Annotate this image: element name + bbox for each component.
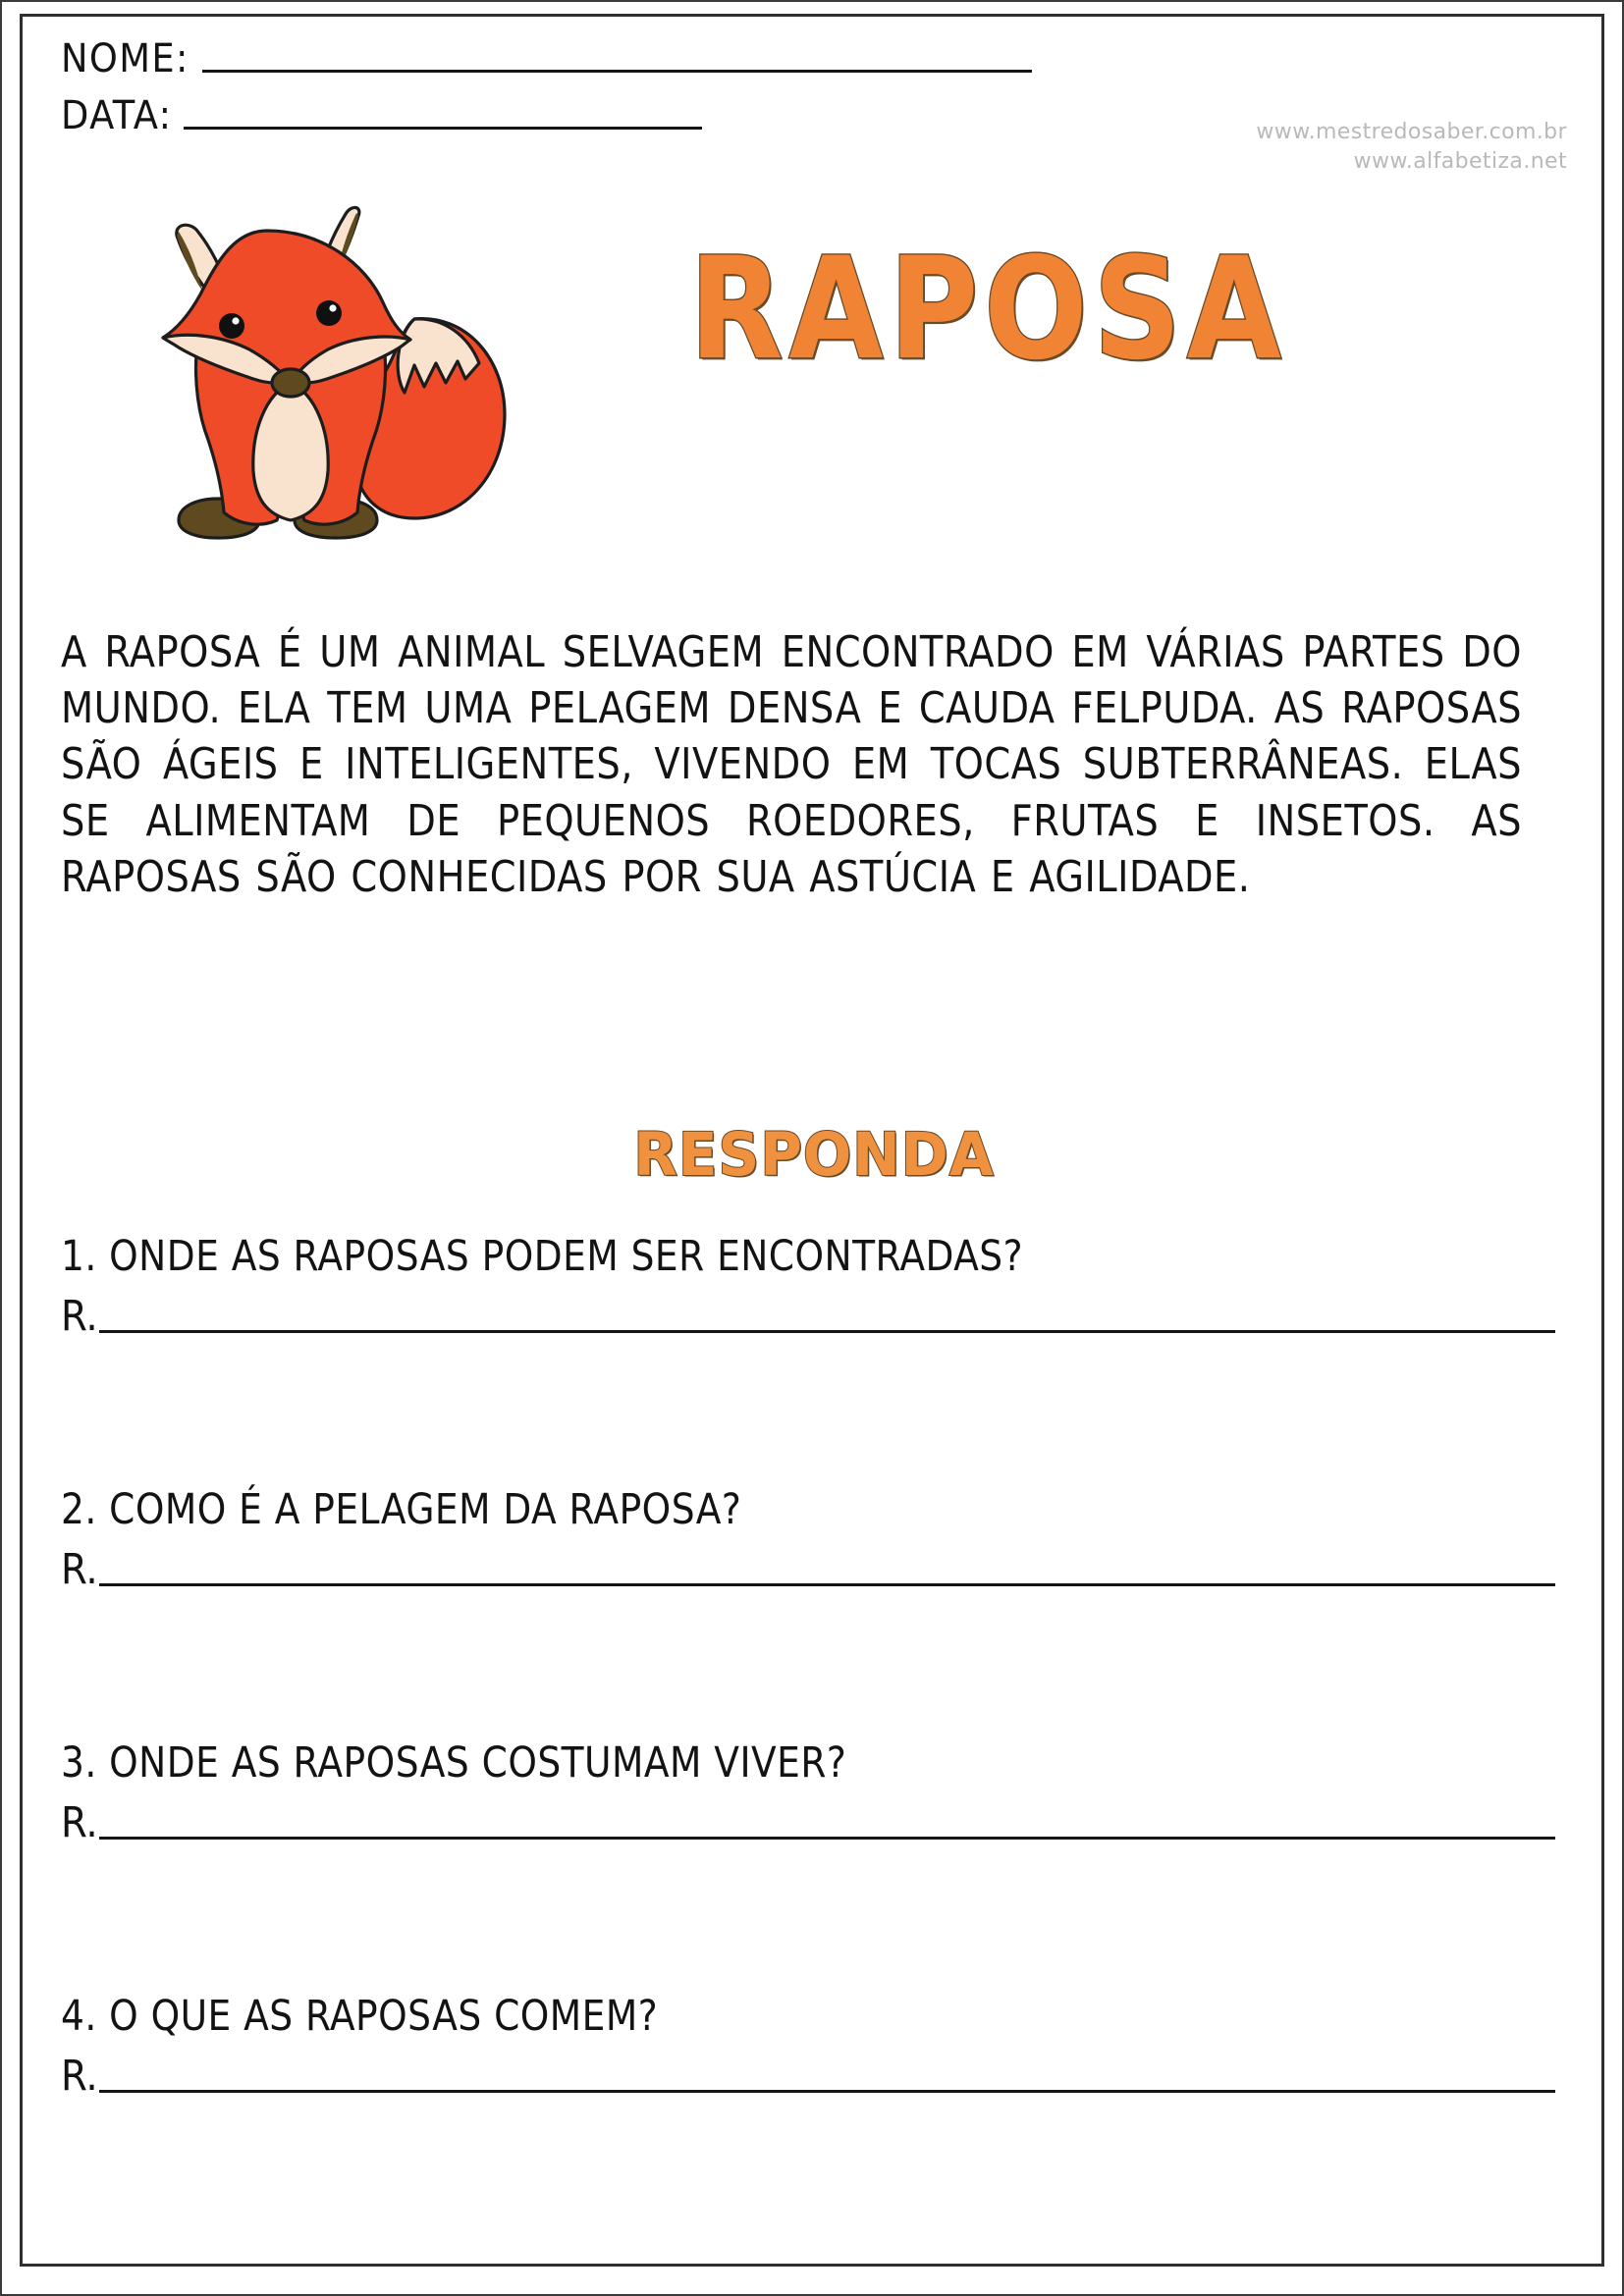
date-input-line[interactable] bbox=[184, 127, 702, 130]
answer-prefix-1: R. bbox=[61, 1292, 98, 1342]
question-item-1 bbox=[61, 1234, 1567, 1487]
question-text-4: 4. O QUE AS RAPOSAS COMEM? bbox=[61, 1992, 659, 2041]
question-item-3 bbox=[61, 1740, 1567, 1994]
answer-row-4 bbox=[61, 2052, 1567, 2102]
question-text-2: 2. COMO É A PELAGEM DA RAPOSA? bbox=[61, 1485, 742, 1534]
question-item-2 bbox=[61, 1487, 1567, 1740]
answer-line-3[interactable] bbox=[99, 1837, 1555, 1840]
credit-line-secondary: www.alfabetiza.net bbox=[1353, 149, 1567, 175]
reading-passage: A RAPOSA É UM ANIMAL SELVAGEM ENCONTRADO EM VÁRIAS PARTES DO MUNDO. ELA TEM UMA PELAGEM DENSA E CAUDA FELPUDA. AS RAPOSAS SÃO ÁGEIS E INTELIGENTES, VIVENDO EM TOCAS SUBTERRÂNEAS. ELAS SE ALIMENTAM DE PEQUENOS ROEDORES, FRUTAS E INSETOS. AS RAPOSAS SÃO CONHECIDAS POR SUA ASTÚCIA E AGILIDADE. bbox=[61, 627, 1522, 902]
answer-prefix-4: R. bbox=[61, 2052, 98, 2102]
answer-line-2[interactable] bbox=[99, 1583, 1555, 1586]
answer-row-2 bbox=[61, 1545, 1567, 1595]
page-title bbox=[689, 228, 1287, 392]
date-label: DATA: bbox=[61, 93, 173, 138]
questions-list bbox=[61, 1234, 1567, 2247]
worksheet-content bbox=[61, 22, 1567, 2250]
name-field-row bbox=[61, 22, 1567, 79]
question-text-1: 1. ONDE AS RAPOSAS PODEM SER ENCONTRADAS? bbox=[61, 1232, 1024, 1281]
responda-heading bbox=[61, 1121, 1567, 1188]
answer-line-1[interactable] bbox=[99, 1330, 1555, 1333]
page-title-text: RAPOSA bbox=[689, 228, 1287, 392]
hero-section bbox=[61, 169, 1567, 561]
question-text-3: 3. ONDE AS RAPOSAS COSTUMAM VIVER? bbox=[61, 1738, 847, 1788]
answer-row-3 bbox=[61, 1798, 1567, 1848]
credit-line-primary: www.mestredosaber.com.br bbox=[1256, 120, 1567, 144]
fox-illustration bbox=[120, 187, 513, 569]
name-input-line[interactable] bbox=[202, 70, 1032, 73]
answer-prefix-2: R. bbox=[61, 1545, 98, 1595]
question-item-4 bbox=[61, 1994, 1567, 2247]
answer-row-1 bbox=[61, 1292, 1567, 1342]
answer-prefix-3: R. bbox=[61, 1798, 98, 1848]
name-label: NOME: bbox=[61, 36, 189, 81]
responda-heading-text: RESPONDA bbox=[633, 1119, 995, 1190]
answer-line-4[interactable] bbox=[99, 2090, 1555, 2093]
